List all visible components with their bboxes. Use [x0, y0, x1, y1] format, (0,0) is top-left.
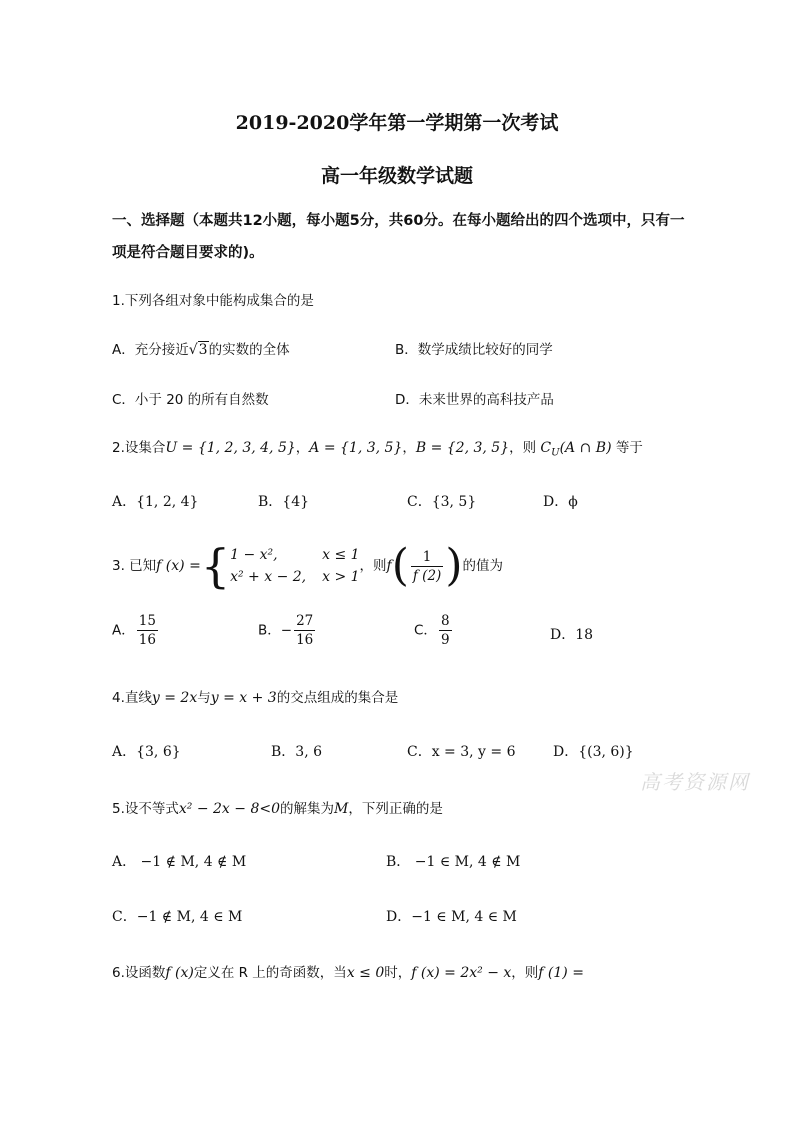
q3-row2-cond: x > 1 — [322, 569, 360, 585]
q3-row1-cond: x ≤ 1 — [322, 547, 360, 563]
watermark: 高考资源网 — [640, 770, 750, 794]
q2-intersection: (A ∩ B) — [559, 440, 612, 456]
q3-inner-num: 1 — [411, 548, 443, 567]
q5-inequality: x² − 2x − 8<0 — [178, 801, 281, 817]
q6-mid2: 时， — [384, 965, 412, 981]
q4-stem — [112, 686, 398, 706]
q3-c-fraction — [439, 612, 452, 649]
q3-b-fraction — [294, 612, 315, 649]
exam-title: 2019-2020学年第一学期第一次考试 — [235, 112, 559, 134]
q6-stem — [112, 961, 584, 981]
q2-option-c: C．{3, 5} — [407, 494, 477, 510]
q5-option-d: D．−1 ∈ M, 4 ∈ M — [386, 909, 517, 925]
q4-option-d: D．{(3, 6)} — [553, 744, 634, 760]
q2-prefix: 2.设集合 — [112, 440, 166, 456]
q4-option-b: B．3, 6 — [271, 744, 323, 760]
q6-condition: x ≤ 0 — [346, 965, 385, 981]
q3-b-label: B．− — [258, 622, 293, 639]
q5-set-m: M — [334, 801, 349, 817]
section-heading-line2: 项是符合题目要求的)。 — [112, 245, 264, 261]
q3-b-den: 16 — [296, 632, 314, 648]
left-brace: { — [200, 539, 231, 593]
q3-row2 — [230, 566, 359, 588]
q2-sep1: ， — [295, 440, 310, 456]
q5-option-a: A． −1 ∉ M, 4 ∉ M — [112, 854, 247, 870]
q5-mid: 的解集为 — [280, 801, 335, 817]
q2-set-a: A = {1, 3, 5} — [309, 440, 403, 456]
q4-mid: 与 — [197, 690, 211, 706]
q6-mid3: ，则 — [511, 965, 539, 981]
q2-set-b: B = {2, 3, 5} — [415, 440, 510, 456]
q3-row1 — [230, 544, 359, 566]
q4-line1: y = 2x — [151, 690, 198, 706]
q2-option-d: D．ϕ — [543, 494, 578, 510]
q4-prefix: 4.直线 — [112, 690, 152, 706]
q3-prefix: 3. 已知 — [112, 558, 157, 574]
q5-option-c: C．−1 ∉ M, 4 ∈ M — [112, 909, 243, 925]
q3-option-b — [258, 612, 317, 649]
q4-line2: y = x + 3 — [210, 690, 277, 706]
q3-a-label: A． — [112, 622, 135, 639]
q1-stem: 1.下列各组对象中能构成集合的是 — [112, 293, 314, 309]
q1-option-c: C．小于 20 的所有自然数 — [112, 392, 269, 408]
q3-c-label: C． — [414, 622, 437, 639]
q3-a-num: 15 — [138, 613, 156, 629]
q1-a-suffix: 的实数的全体 — [208, 342, 290, 358]
q2-stem — [112, 436, 643, 459]
q3-piecewise — [230, 544, 359, 588]
q3-c-num: 8 — [440, 613, 450, 629]
q5-prefix: 5.设不等式 — [112, 801, 179, 817]
q3-suffix: 的值为 — [462, 558, 503, 574]
q1-a-prefix: A．充分接近 — [112, 342, 189, 358]
sqrt-3: √3 — [188, 342, 208, 358]
q3-option-a — [112, 612, 160, 649]
left-paren: ( — [391, 540, 409, 591]
q1-option-d: D．未来世界的高科技产品 — [395, 392, 554, 408]
q4-option-c: C．x = 3, y = 6 — [407, 744, 516, 760]
q3-row2-expr: x² + x − 2, — [230, 569, 307, 585]
q4-suffix: 的交点组成的集合是 — [276, 690, 399, 706]
q2-complement: C — [540, 440, 552, 456]
q2-sep2: ， — [402, 440, 416, 456]
q6-definition: f (x) = 2x² − x — [411, 965, 512, 981]
q4-option-a: A．{3, 6} — [112, 744, 181, 760]
section-heading-line1: 一、选择题（本题共12小题，每小题5分，共60分。在每小题给出的四个选项中，只有一 — [112, 213, 685, 229]
q3-a-den: 16 — [138, 632, 156, 648]
q5-suffix: ，下列正确的是 — [348, 801, 443, 817]
q3-option-d: D．18 — [550, 627, 594, 643]
radicand: 3 — [198, 342, 208, 358]
q1-option-b: B．数学成绩比较好的同学 — [395, 342, 553, 358]
q5-option-b: B． −1 ∈ M, 4 ∉ M — [386, 854, 521, 870]
q3-inner-den: f (2) — [412, 567, 442, 584]
q2-suffix: 等于 — [615, 440, 643, 456]
exam-subtitle: 高一年级数学试题 — [320, 165, 473, 187]
q3-mid: ，则 — [359, 558, 387, 574]
q6-prefix: 6.设函数 — [112, 965, 166, 981]
q2-set-u: U = {1, 2, 3, 4, 5} — [165, 440, 296, 456]
q3-c-den: 9 — [440, 632, 450, 648]
q3-a-fraction — [137, 612, 158, 649]
q3-inner-fraction — [411, 548, 443, 585]
q2-option-a: A．{1, 2, 4} — [112, 494, 199, 510]
q5-stem — [112, 797, 443, 817]
q6-ask: f (1) = — [538, 965, 584, 981]
q3-f: f — [386, 558, 392, 574]
q2-option-b: B．{4} — [258, 494, 310, 510]
q3-stem — [112, 538, 503, 594]
q6-mid1: 定义在 R 上的奇函数，当 — [193, 965, 347, 981]
q6-fx: f (x) — [165, 965, 194, 981]
right-paren: ) — [445, 540, 463, 591]
q1-option-a — [112, 338, 290, 358]
q3-fx: f (x) = — [156, 558, 201, 574]
q3-row1-expr: 1 − x², — [230, 547, 278, 563]
q3-b-num: 27 — [296, 613, 314, 629]
q2-complement-sub: U — [551, 447, 560, 459]
q2-mid: ，则 — [509, 440, 537, 456]
q3-option-c — [414, 612, 454, 649]
